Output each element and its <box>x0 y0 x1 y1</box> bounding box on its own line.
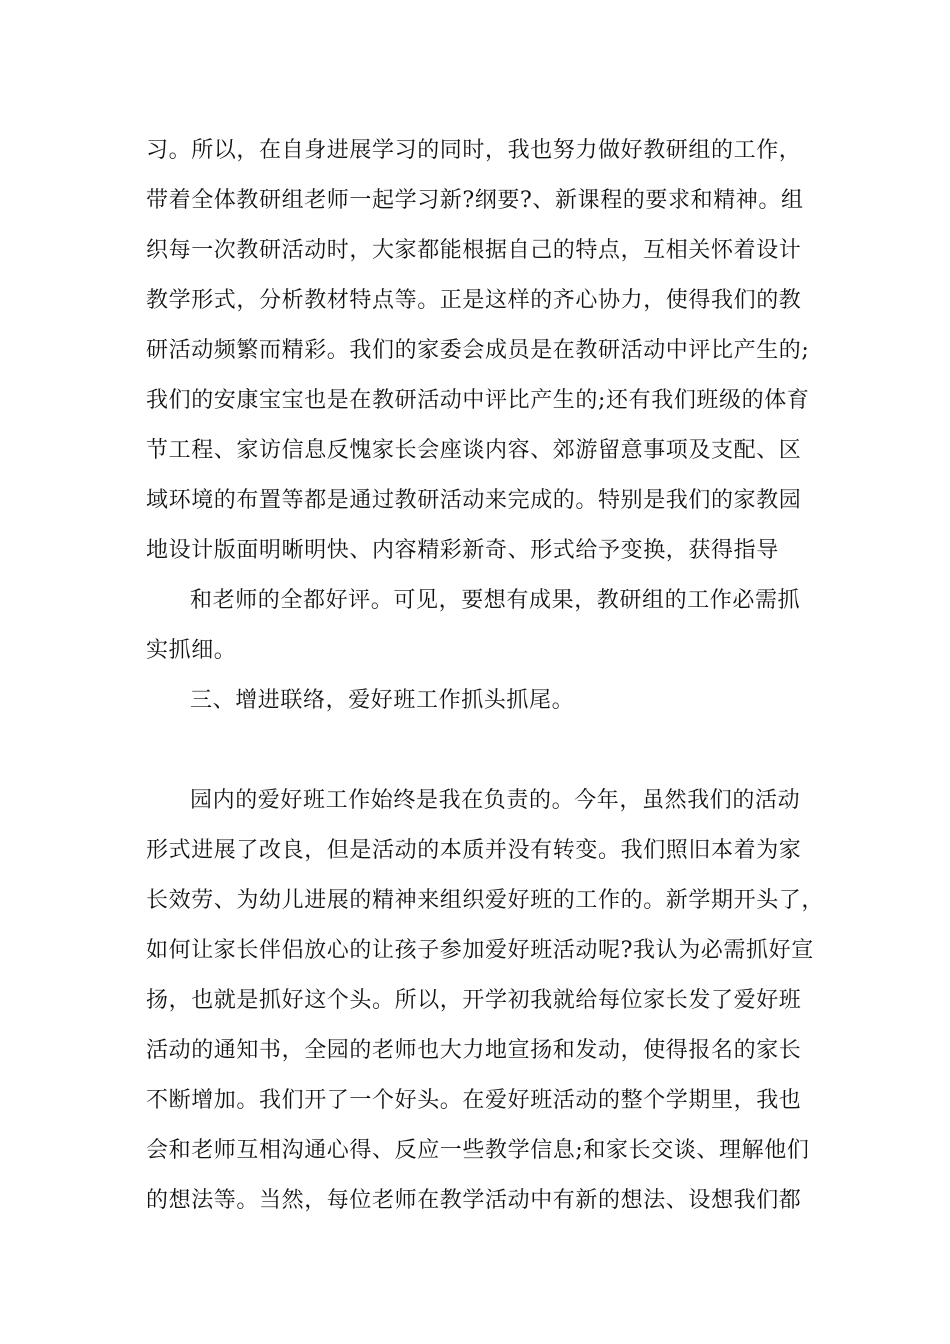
text-line: 教学形式，分析教材特点等。正是这样的齐心协力，使得我们的教 <box>146 288 802 313</box>
text-line: 如何让家长伴侣放心的让孩子参加爱好班活动呢?我认为必需抓好宣 <box>146 938 814 963</box>
text-line: 形式进展了改良，但是活动的本质并没有转变。我们照旧本着为家 <box>146 838 802 863</box>
text-line: 习。所以，在自身进展学习的同时，我也努力做好教研组的工作， <box>146 138 802 163</box>
section-heading: 三、增进联络，爱好班工作抓头抓尾。 <box>190 688 575 713</box>
text-line: 扬，也就是抓好这个头。所以，开学初我就给每位家长发了爱好班 <box>146 988 802 1013</box>
text-line: 织每一次教研活动时，大家都能根据自己的特点，互相关怀着设计 <box>146 238 802 263</box>
text-line: 的想法等。当然，每位老师在教学活动中有新的想法、设想我们都 <box>146 1188 802 1213</box>
text-line: 和老师的全都好评。可见，要想有成果，教研组的工作必需抓 <box>190 588 801 613</box>
text-line: 研活动频繁而精彩。我们的家委会成员是在教研活动中评比产生的; <box>146 338 810 363</box>
text-line: 会和老师互相沟通心得、反应一些教学信息;和家长交谈、理解他们 <box>146 1138 810 1163</box>
text-line: 域环境的布置等都是通过教研活动来完成的。特别是我们的家教园 <box>146 488 802 513</box>
text-line: 实抓细。 <box>146 638 237 663</box>
text-line: 地设计版面明晰明快、内容精彩新奇、形式给予变换，获得指导 <box>146 538 779 563</box>
text-line: 节工程、家访信息反愧家长会座谈内容、郊游留意事项及支配、区 <box>146 438 802 463</box>
text-line: 园内的爱好班工作始终是我在负责的。今年，虽然我们的活动 <box>190 788 801 813</box>
text-line: 带着全体教研组老师一起学习新?纲要?、新课程的要求和精神。组 <box>146 188 804 213</box>
text-line: 活动的通知书，全园的老师也大力地宣扬和发动，使得报名的家长 <box>146 1038 802 1063</box>
text-line: 不断增加。我们开了一个好头。在爱好班活动的整个学期里，我也 <box>146 1088 802 1113</box>
text-line: 长效劳、为幼儿进展的精神来组织爱好班的工作的。新学期开头了， <box>146 888 825 913</box>
text-line: 我们的安康宝宝也是在教研活动中评比产生的;还有我们班级的体育 <box>146 388 810 413</box>
